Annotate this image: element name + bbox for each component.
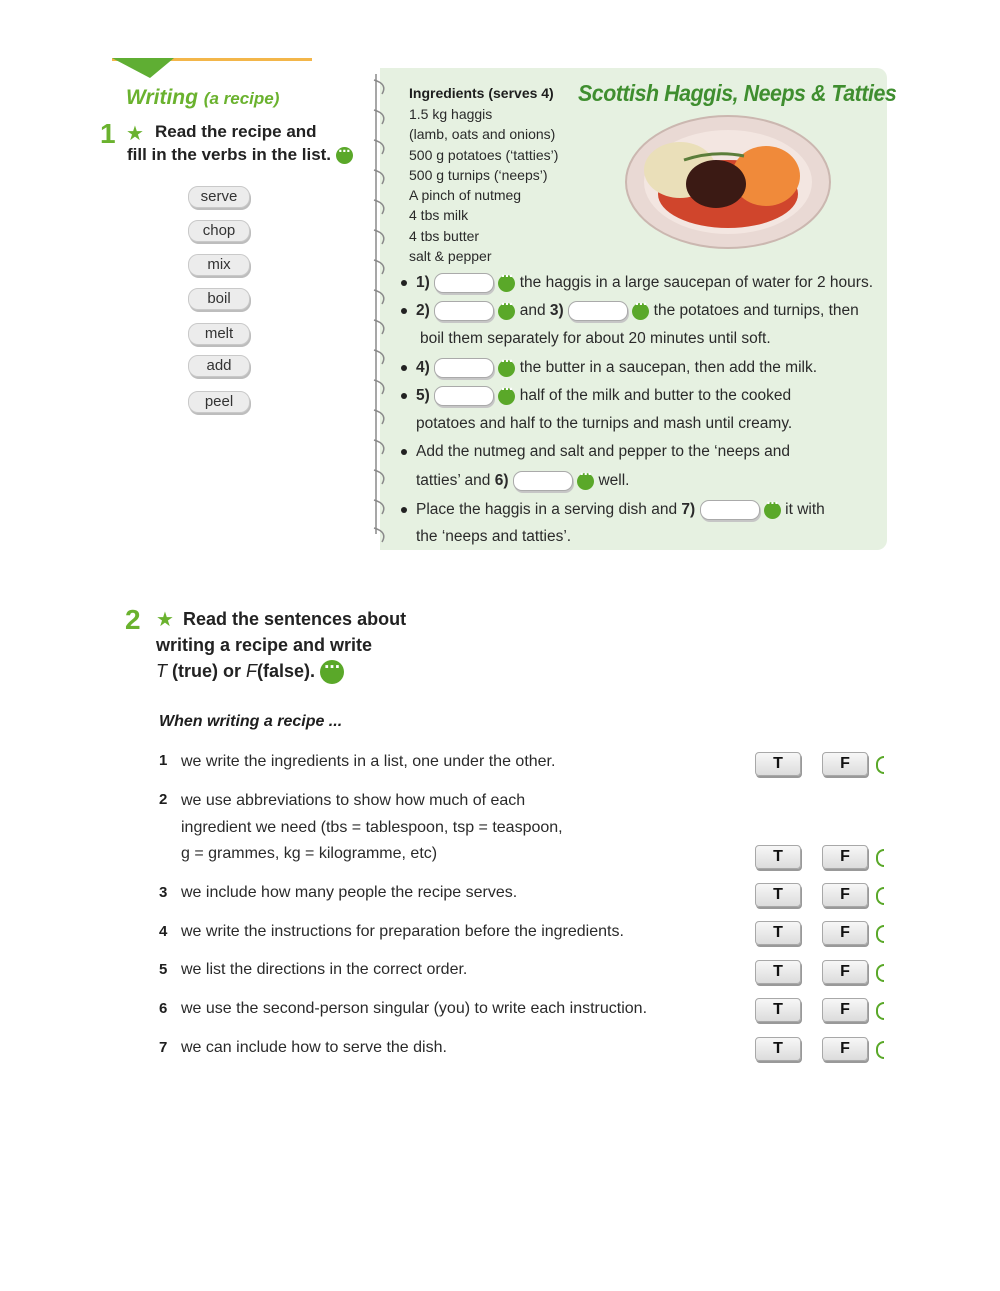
answer-blank-1[interactable] — [434, 273, 494, 293]
audio-dots-icon[interactable] — [336, 147, 353, 164]
ingredient-item: 500 g turnips (‘neeps’) — [409, 167, 548, 183]
exercise-2-instruction-line1: Read the sentences about — [183, 609, 407, 629]
recipe-step-6-continued: tatties’ and 6) ··· well. — [416, 471, 629, 491]
statement-number: 6 — [159, 1000, 168, 1017]
star-icon: ★ — [156, 609, 174, 631]
true-button[interactable]: T — [755, 1037, 801, 1061]
exercise-2-number: 2 — [125, 604, 141, 635]
answer-blank-7[interactable] — [700, 500, 760, 520]
exercise-1-instruction-line2: fill in the verbs in the list. ··· — [127, 143, 353, 166]
answer-blank-4[interactable] — [434, 358, 494, 378]
ingredient-item: 1.5 kg haggis — [409, 106, 493, 122]
audio-dots-icon[interactable] — [320, 660, 344, 684]
recipe-step-5-continued: potatoes and half to the turnips and mash until creamy. — [416, 415, 793, 432]
true-button[interactable]: T — [755, 921, 801, 945]
statement-text: ingredient we need (tbs = tablespoon, tsp = teaspoon, — [181, 819, 563, 836]
ingredient-item: 500 g potatoes (‘tatties’) — [409, 147, 559, 163]
exercise-2-instruction-line2: writing a recipe and write — [156, 635, 373, 655]
ingredient-item: A pinch of nutmeg — [409, 187, 522, 203]
statement-number: 5 — [159, 961, 168, 978]
false-button[interactable]: F — [822, 883, 868, 907]
audio-dots-icon[interactable] — [764, 502, 781, 519]
word-chip-chop[interactable]: chop — [188, 220, 250, 242]
ingredient-item: 4 tbs milk — [409, 207, 469, 223]
statement-text: we can include how to serve the dish. — [181, 1039, 447, 1056]
word-chip-boil[interactable]: boil — [188, 288, 250, 310]
true-button[interactable]: T — [755, 998, 801, 1022]
statement-text: we list the directions in the correct order. — [181, 961, 468, 978]
answer-blank-5[interactable] — [434, 386, 494, 406]
word-chip-add[interactable]: add — [188, 355, 250, 377]
word-chip-mix[interactable]: mix — [188, 254, 250, 276]
true-button[interactable]: T — [755, 883, 801, 907]
recipe-step-7-continued: the ‘neeps and tatties’. — [416, 528, 572, 545]
answer-blank-2[interactable] — [434, 301, 494, 321]
statement-number: 1 — [159, 752, 168, 769]
statements-lead: When writing a recipe ... — [159, 713, 343, 730]
haggis-plate-image — [624, 110, 832, 250]
false-button[interactable]: F — [822, 998, 868, 1022]
ingredient-item: (lamb, oats and onions) — [409, 126, 556, 142]
word-chip-melt[interactable]: melt — [188, 323, 250, 345]
statement-text: we include how many people the recipe serves. — [181, 884, 518, 901]
exercise-1-number: 1 — [100, 118, 116, 149]
audio-dots-icon[interactable] — [498, 360, 515, 377]
audio-dots-icon[interactable] — [876, 1002, 884, 1020]
statement-text: we write the instructions for preparation before the ingredients. — [181, 923, 624, 940]
audio-dots-icon[interactable] — [876, 849, 884, 867]
false-button[interactable]: F — [822, 960, 868, 984]
statement-text: we write the ingredients in a list, one under the other. — [181, 753, 556, 770]
statement-number: 4 — [159, 923, 168, 940]
recipe-step-1: 1) ··· the haggis in a large saucepan of water for 2 hours. — [401, 273, 873, 293]
notebook-spiral-icon — [368, 70, 396, 550]
exercise-1-instruction-line1: Read the recipe and — [155, 122, 317, 141]
star-icon: ★ — [126, 123, 144, 145]
recipe-step-7: Place the haggis in a serving dish and 7) ··· it with — [401, 500, 825, 520]
statement-text: we use the second-person singular (you) to write each instruction. — [181, 1000, 648, 1017]
exercise-2-instruction-line3: T (true) or F(false). ··· — [156, 658, 344, 684]
word-chip-peel[interactable]: peel — [188, 391, 250, 413]
answer-blank-6[interactable] — [513, 471, 573, 491]
recipe-step-4: 4) ··· the butter in a saucepan, then add the milk. — [401, 358, 817, 378]
statement-number: 2 — [159, 791, 168, 808]
statement-text: we use abbreviations to show how much of each — [181, 792, 526, 809]
audio-dots-icon[interactable] — [876, 925, 884, 943]
audio-dots-icon[interactable] — [876, 1041, 884, 1059]
answer-blank-3[interactable] — [568, 301, 628, 321]
word-chip-serve[interactable]: serve — [188, 186, 250, 208]
leaf-icon — [110, 56, 176, 80]
statement-text: g = grammes, kg = kilogramme, etc) — [181, 845, 438, 862]
audio-dots-icon[interactable] — [498, 275, 515, 292]
recipe-step-5: 5) ··· half of the milk and butter to the cooked — [401, 386, 791, 406]
statement-number: 3 — [159, 884, 168, 901]
section-title: Writing (a recipe) — [126, 86, 280, 109]
audio-dots-icon[interactable] — [498, 388, 515, 405]
recipe-step-2-3: 2) ··· and 3) ··· the potatoes and turnips, then — [401, 301, 859, 321]
false-button[interactable]: F — [822, 752, 868, 776]
audio-dots-icon[interactable] — [876, 887, 884, 905]
true-button[interactable]: T — [755, 752, 801, 776]
statement-number: 7 — [159, 1039, 168, 1056]
ingredient-item: salt & pepper — [409, 248, 492, 264]
true-button[interactable]: T — [755, 960, 801, 984]
recipe-title: Scottish Haggis, Neeps & Tatties — [578, 80, 897, 106]
audio-dots-icon[interactable] — [876, 756, 884, 774]
ingredient-item: 4 tbs butter — [409, 228, 480, 244]
ingredients-heading: Ingredients (serves 4) — [409, 85, 554, 101]
recipe-step-6: Add the nutmeg and salt and pepper to the ‘neeps and — [401, 443, 790, 461]
true-button[interactable]: T — [755, 845, 801, 869]
audio-dots-icon[interactable] — [577, 473, 594, 490]
recipe-step-2-continued: boil them separately for about 20 minutes until soft. — [420, 330, 771, 347]
false-button[interactable]: F — [822, 1037, 868, 1061]
false-button[interactable]: F — [822, 921, 868, 945]
audio-dots-icon[interactable] — [876, 964, 884, 982]
audio-dots-icon[interactable] — [632, 303, 649, 320]
false-button[interactable]: F — [822, 845, 868, 869]
audio-dots-icon[interactable] — [498, 303, 515, 320]
